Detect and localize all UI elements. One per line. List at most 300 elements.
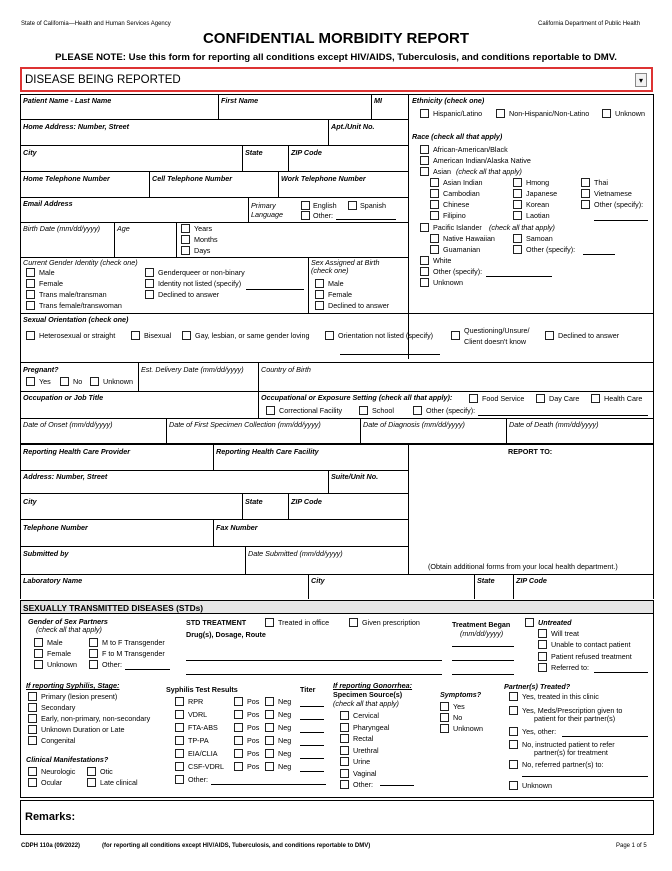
late-duration-label: Unknown Duration or Late: [41, 725, 125, 734]
gender-declined-label: Declined to answer: [158, 290, 220, 299]
months-checkbox[interactable]: [181, 235, 190, 244]
race-label: Race (check all that apply): [412, 132, 503, 141]
test-vdrl-neg-checkbox[interactable]: [265, 710, 274, 719]
native-checkbox[interactable]: [420, 156, 429, 165]
late-duration-checkbox[interactable]: [28, 725, 37, 734]
asian-other-label: Other (specify):: [594, 200, 644, 209]
genderqueer-checkbox[interactable]: [145, 268, 154, 277]
test-rpr-label: RPR: [188, 697, 204, 706]
exposure-other-label: Other (specify):: [426, 406, 476, 415]
correctional-label: Correctional Facility: [279, 406, 343, 415]
pacific-checkbox[interactable]: [420, 223, 429, 232]
otic-label: Otic: [100, 767, 113, 776]
source-cervical-checkbox[interactable]: [340, 711, 349, 720]
partner-other-label: Other:: [102, 660, 122, 669]
will-treat-checkbox[interactable]: [538, 629, 547, 638]
hispanic-label: Hispanic/Latino: [433, 109, 483, 118]
referred-partner-label: No, referred partner(s) to:: [522, 760, 604, 769]
gender-identity-label: Current Gender Identity (check one): [23, 258, 138, 267]
source-vaginal-checkbox[interactable]: [340, 769, 349, 778]
pacific-note: (check all that apply): [489, 223, 555, 232]
onset-date-label: Date of Onset (mm/dd/yyyy): [23, 420, 113, 429]
pregnant-label: Pregnant?: [23, 365, 59, 374]
remarks-label: Remarks:: [25, 811, 76, 823]
otic-checkbox[interactable]: [87, 767, 96, 776]
congenital-label: Congenital: [41, 736, 76, 745]
pregnant-unknown-label: Unknown: [103, 377, 133, 386]
facility-label: Reporting Health Care Facility: [216, 447, 319, 456]
lab-zip-label: ZIP Code: [516, 576, 547, 585]
remarks-box[interactable]: [20, 800, 654, 835]
partner-m2f-checkbox[interactable]: [89, 638, 98, 647]
day-care-checkbox[interactable]: [536, 394, 545, 403]
test-other-label: Other:: [188, 775, 208, 784]
delivery-date-label: Est. Delivery Date (mm/dd/yyyy): [141, 365, 244, 374]
test-csf-vdrl-label: CSF-VDRL: [188, 762, 224, 771]
unable-contact-label: Unable to contact patient: [551, 640, 631, 649]
correctional-checkbox[interactable]: [266, 406, 275, 415]
primary-checkbox[interactable]: [28, 692, 37, 701]
form-number: CDPH 110a (09/2022): [21, 843, 81, 849]
days-checkbox[interactable]: [181, 246, 190, 255]
test-vdrl-checkbox[interactable]: [175, 710, 184, 719]
orientation-declined-label: Declined to answer: [558, 331, 620, 340]
prescription-checkbox[interactable]: [349, 618, 358, 627]
hawaiian-label: Native Hawaiian: [443, 234, 495, 243]
pregnant-yes-checkbox[interactable]: [26, 377, 35, 386]
treatment-began-label: Treatment Began: [452, 620, 511, 629]
source-other-checkbox[interactable]: [340, 780, 349, 789]
non-hispanic-label: Non-Hispanic/Non-Latino: [509, 109, 590, 118]
source-rectal-label: Rectal: [353, 734, 374, 743]
white-checkbox[interactable]: [420, 256, 429, 265]
disease-select-value: DISEASE BEING REPORTED: [25, 74, 181, 86]
gender-female-label: Female: [39, 279, 63, 288]
neurologic-label: Neurologic: [41, 767, 76, 776]
spanish-label: Spanish: [360, 201, 386, 210]
health-care-label: Health Care: [604, 394, 643, 403]
test-vdrl-pos-checkbox[interactable]: [234, 710, 243, 719]
pacific-label: Pacific Islander: [433, 223, 482, 232]
early-checkbox[interactable]: [28, 714, 37, 723]
city-label: City: [23, 148, 37, 157]
yes-other-label: Yes, other:: [522, 727, 557, 736]
partners-gender-label: Gender of Sex Partners: [28, 617, 108, 626]
agency-name: State of California—Health and Human Services Agency: [21, 21, 171, 27]
hetero-checkbox[interactable]: [26, 331, 35, 340]
test-fta-abs-pos-checkbox[interactable]: [234, 723, 243, 732]
japanese-checkbox[interactable]: [513, 189, 522, 198]
std-section-header: [20, 600, 654, 614]
school-label: School: [372, 406, 394, 415]
cambodian-label: Cambodian: [443, 189, 480, 198]
suite-label: Suite/Unit No.: [331, 472, 379, 481]
referred-label: Referred to:: [551, 663, 589, 672]
test-tp-pa-pos-checkbox[interactable]: [234, 736, 243, 745]
hispanic-checkbox[interactable]: [420, 109, 429, 118]
asian-other-checkbox[interactable]: [581, 200, 590, 209]
late-clinical-label: Late clinical: [100, 778, 138, 787]
lab-name-label: Laboratory Name: [23, 576, 83, 585]
meds-given-checkbox[interactable]: [509, 706, 518, 715]
syphilis-stage-label: If reporting Syphilis, Stage:: [26, 681, 120, 690]
thai-checkbox[interactable]: [581, 178, 590, 187]
last-name-label: Patient Name - Last Name: [23, 96, 112, 105]
dob-label: Birth Date (mm/dd/yyyy): [23, 224, 101, 233]
race-other-label: Other (specify):: [433, 267, 483, 276]
source-vaginal-label: Vaginal: [353, 768, 377, 778]
refused-label: Patient refused treatment: [551, 652, 632, 661]
pregnant-yes-label: Yes: [39, 377, 51, 386]
african-label: African-American/Black: [433, 145, 508, 154]
gender-not-listed-checkbox[interactable]: [145, 279, 154, 288]
untreated-label: Untreated: [538, 618, 572, 627]
meds-given-label: Yes, Meds/Prescription given to: [522, 706, 623, 715]
day-care-label: Day Care: [549, 394, 580, 403]
exposure-other-checkbox[interactable]: [413, 406, 422, 415]
std-section-title: SEXUALLY TRANSMITTED DISEASES (STDs): [23, 603, 204, 613]
test-eia-clia-checkbox[interactable]: [175, 749, 184, 758]
refused-checkbox[interactable]: [538, 652, 547, 661]
titer-label: Titer: [300, 685, 316, 694]
treated-in-office-label: Treated in office: [278, 618, 330, 627]
symptoms-unknown-checkbox[interactable]: [440, 724, 449, 733]
partner-f2m-label: F to M Transgender: [102, 649, 165, 658]
partners-unknown-checkbox[interactable]: [509, 781, 518, 790]
death-date-label: Date of Death (mm/dd/yyyy): [509, 420, 599, 429]
source-urethral-checkbox[interactable]: [340, 746, 349, 755]
gender-declined-checkbox[interactable]: [145, 290, 154, 299]
filipino-checkbox[interactable]: [430, 211, 439, 220]
english-label: English: [313, 201, 337, 210]
source-urethral-label: Urethral: [353, 745, 379, 755]
source-cervical-label: Cervical: [353, 711, 379, 720]
provider-label: Reporting Health Care Provider: [23, 447, 131, 456]
prescription-label: Given prescription: [362, 618, 420, 627]
manifestations-label: Clinical Manifestations?: [26, 755, 109, 764]
referred-checkbox[interactable]: [538, 663, 547, 672]
symptoms-yes-label: Yes: [453, 702, 465, 711]
occupation-label: Occupation or Job Title: [23, 393, 104, 402]
source-rectal-checkbox[interactable]: [340, 734, 349, 743]
partner-unknown-checkbox[interactable]: [34, 660, 43, 669]
partner-m2f-label: M to F Transgender: [102, 638, 165, 647]
genderqueer-label: Genderqueer or non-binary: [158, 268, 245, 277]
cell-phone-label: Cell Telephone Number: [152, 174, 233, 183]
treated-in-office-checkbox[interactable]: [265, 618, 274, 627]
untreated-checkbox[interactable]: [525, 618, 534, 627]
source-pharyngeal-checkbox[interactable]: [340, 723, 349, 732]
date-submitted-label: Date Submitted (mm/dd/yyyy): [248, 549, 343, 558]
other-language-label: Other:: [313, 211, 333, 220]
pos-label: Pos: [247, 762, 260, 771]
hawaiian-checkbox[interactable]: [430, 234, 439, 243]
health-care-checkbox[interactable]: [591, 394, 600, 403]
test-csf-vdrl-pos-checkbox[interactable]: [234, 762, 243, 771]
primary-label: Primary (lesion present): [41, 692, 118, 701]
home-address-label: Home Address: Number, Street: [23, 122, 129, 131]
meds-given-label-2: patient for their partner(s): [534, 714, 616, 723]
source-urine-checkbox[interactable]: [340, 757, 349, 766]
test-eia-clia-neg-checkbox[interactable]: [265, 749, 274, 758]
laotian-checkbox[interactable]: [513, 211, 522, 220]
test-tp-pa-checkbox[interactable]: [175, 736, 184, 745]
partners-treated-label: Partner(s) Treated?: [504, 682, 571, 691]
lab-city-label: City: [311, 576, 325, 585]
test-tp-pa-label: TP-PA: [188, 736, 209, 745]
state-label: State: [245, 148, 263, 157]
asian-label: Asian: [433, 167, 451, 176]
ethnicity-label: Ethnicity (check one): [412, 96, 485, 105]
disease-select[interactable]: [20, 67, 653, 92]
non-hispanic-checkbox[interactable]: [496, 109, 505, 118]
ethnicity-unknown-label: Unknown: [615, 109, 645, 118]
pi-other-checkbox[interactable]: [513, 245, 522, 254]
treated-clinic-label: Yes, treated in this clinic: [522, 692, 599, 701]
test-fta-abs-checkbox[interactable]: [175, 723, 184, 732]
test-csf-vdrl-neg-checkbox[interactable]: [265, 762, 274, 771]
questioning-label-2: Client doesn't know: [464, 337, 527, 346]
test-rpr-checkbox[interactable]: [175, 697, 184, 706]
exposure-setting-label: Occupational or Exposure Setting (check all that apply):: [261, 393, 453, 402]
pi-other-label: Other (specify):: [526, 245, 576, 254]
instructed-checkbox[interactable]: [509, 740, 518, 749]
bisexual-checkbox[interactable]: [131, 331, 140, 340]
trans-male-checkbox[interactable]: [26, 290, 35, 299]
test-other-checkbox[interactable]: [175, 775, 184, 784]
neg-label: Neg: [278, 710, 292, 719]
form-note: PLEASE NOTE: Use this form for reporting all conditions except HIV/AIDS, Tuberculosis, and conditions reportable to DMV.: [55, 52, 617, 63]
hetero-label: Heterosexual or straight: [39, 331, 116, 340]
hmong-checkbox[interactable]: [513, 178, 522, 187]
pos-label: Pos: [247, 697, 260, 706]
unable-contact-checkbox[interactable]: [538, 640, 547, 649]
test-csf-vdrl-checkbox[interactable]: [175, 762, 184, 771]
orientation-not-listed-checkbox[interactable]: [325, 331, 334, 340]
african-checkbox[interactable]: [420, 145, 429, 154]
chinese-label: Chinese: [443, 200, 470, 209]
pregnant-unknown-checkbox[interactable]: [90, 377, 99, 386]
mi-label: MI: [374, 96, 382, 105]
korean-label: Korean: [526, 200, 550, 209]
orientation-not-listed-label: Orientation not listed (specify): [338, 331, 434, 340]
laotian-label: Laotian: [526, 211, 550, 220]
asian-note: (check all that apply): [456, 167, 522, 176]
symptoms-label: Symptoms?: [440, 690, 482, 699]
asian-indian-checkbox[interactable]: [430, 178, 439, 187]
referred-partner-checkbox[interactable]: [509, 760, 518, 769]
orientation-label: Sexual Orientation (check one): [23, 315, 129, 324]
test-eia-clia-pos-checkbox[interactable]: [234, 749, 243, 758]
specimen-source-note: (check all that apply): [333, 699, 399, 708]
symptoms-unknown-label: Unknown: [453, 724, 483, 733]
orientation-declined-checkbox[interactable]: [545, 331, 554, 340]
home-phone-label: Home Telephone Number: [23, 174, 110, 183]
sex-male-checkbox[interactable]: [315, 279, 324, 288]
food-service-checkbox[interactable]: [469, 394, 478, 403]
drugs-label: Drug(s), Dosage, Route: [186, 630, 266, 639]
bisexual-label: Bisexual: [144, 331, 172, 340]
neg-label: Neg: [278, 723, 292, 732]
ethnicity-unknown-checkbox[interactable]: [602, 109, 611, 118]
trans-female-checkbox[interactable]: [26, 301, 35, 310]
partner-unknown-label: Unknown: [47, 660, 77, 669]
years-checkbox[interactable]: [181, 224, 190, 233]
gender-not-listed-label: Identity not listed (specify): [158, 279, 242, 288]
provider-fax-label: Fax Number: [216, 523, 258, 532]
vietnamese-checkbox[interactable]: [581, 189, 590, 198]
test-rpr-pos-checkbox[interactable]: [234, 697, 243, 706]
test-results-label: Syphilis Test Results: [166, 685, 238, 694]
partner-f2m-checkbox[interactable]: [89, 649, 98, 658]
school-checkbox[interactable]: [359, 406, 368, 415]
gay-label: Gay, lesbian, or same gender loving: [195, 331, 310, 340]
english-checkbox[interactable]: [301, 201, 310, 210]
ocular-label: Ocular: [41, 778, 63, 787]
neg-label: Neg: [278, 736, 292, 745]
source-other-label: Other:: [353, 780, 373, 789]
source-pharyngeal-label: Pharyngeal: [353, 722, 390, 732]
provider-address-label: Address: Number, Street: [23, 472, 108, 481]
treatment-began-format: (mm/dd/yyyy): [460, 629, 504, 638]
gender-male-label: Male: [39, 268, 55, 277]
pos-label: Pos: [247, 749, 260, 758]
sex-male-label: Male: [328, 279, 344, 288]
pos-label: Pos: [247, 723, 260, 732]
partner-female-label: Female: [47, 649, 71, 658]
other-language-checkbox[interactable]: [301, 211, 310, 220]
secondary-label: Secondary: [41, 703, 76, 712]
specimen-source-label: Specimen Source(s): [333, 690, 403, 699]
age-label: Age: [117, 224, 130, 233]
department-name: California Department of Public Health: [538, 21, 641, 27]
specimen-date-label: Date of First Specimen Collection (mm/dd/yyyy): [169, 420, 321, 429]
months-label: Months: [194, 235, 218, 244]
apt-label: Apt./Unit No.: [331, 122, 375, 131]
ocular-checkbox[interactable]: [28, 778, 37, 787]
congenital-checkbox[interactable]: [28, 736, 37, 745]
trans-female-label: Trans female/transwoman: [39, 301, 122, 310]
pos-label: Pos: [247, 710, 260, 719]
form-title: CONFIDENTIAL MORBIDITY REPORT: [202, 30, 470, 47]
partner-female-checkbox[interactable]: [34, 649, 43, 658]
cambodian-checkbox[interactable]: [430, 189, 439, 198]
guamanian-checkbox[interactable]: [430, 245, 439, 254]
chevron-down-icon[interactable]: ▾: [635, 73, 647, 87]
source-urine-label: Urine: [353, 757, 371, 766]
partners-gender-note: (check all that apply): [36, 625, 102, 634]
days-label: Days: [194, 246, 211, 255]
pregnant-no-label: No: [73, 377, 83, 386]
partner-male-label: Male: [47, 638, 63, 647]
korean-checkbox[interactable]: [513, 200, 522, 209]
provider-city-label: City: [23, 497, 37, 506]
instructed-label: No, instructed patient to refer: [522, 740, 615, 749]
race-unknown-checkbox[interactable]: [420, 278, 429, 287]
country-label: Country of Birth: [261, 365, 311, 374]
sex-declined-checkbox[interactable]: [315, 301, 324, 310]
symptoms-no-label: No: [453, 713, 463, 722]
vietnamese-label: Vietnamese: [594, 189, 632, 198]
work-phone-label: Work Telephone Number: [281, 174, 366, 183]
samoan-checkbox[interactable]: [513, 234, 522, 243]
neg-label: Neg: [278, 749, 292, 758]
sex-female-label: Female: [328, 290, 352, 299]
secondary-checkbox[interactable]: [28, 703, 37, 712]
instructed-label-2: partner(s) for treatment: [534, 748, 608, 757]
gonorrhea-label: If reporting Gonorrhea:: [333, 681, 413, 690]
report-to-label: REPORT TO:: [508, 447, 553, 456]
race-unknown-label: Unknown: [433, 278, 463, 287]
trans-male-label: Trans male/transman: [39, 290, 107, 299]
asian-indian-label: Asian Indian: [443, 178, 483, 187]
race-other-checkbox[interactable]: [420, 267, 429, 276]
partner-male-checkbox[interactable]: [34, 638, 43, 647]
late-clinical-checkbox[interactable]: [87, 778, 96, 787]
sex-declined-label: Declined to answer: [328, 301, 390, 310]
test-rpr-neg-checkbox[interactable]: [265, 697, 274, 706]
provider-phone-label: Telephone Number: [23, 523, 88, 532]
chinese-checkbox[interactable]: [430, 200, 439, 209]
samoan-label: Samoan: [526, 234, 553, 243]
test-vdrl-label: VDRL: [188, 710, 208, 719]
pos-label: Pos: [247, 736, 260, 745]
footer-note: (for reporting all conditions except HIV/AIDS, Tuberculosis, and conditions reportable to DMV): [102, 843, 371, 849]
gender-female-checkbox[interactable]: [26, 279, 35, 288]
questioning-checkbox[interactable]: [451, 331, 460, 340]
food-service-label: Food Service: [482, 394, 525, 403]
years-label: Years: [194, 224, 213, 233]
yes-other-checkbox[interactable]: [509, 727, 518, 736]
symptoms-no-checkbox[interactable]: [440, 713, 449, 722]
white-label: White: [433, 256, 452, 265]
provider-zip-label: ZIP Code: [291, 497, 322, 506]
neurologic-checkbox[interactable]: [28, 767, 37, 776]
sex-at-birth-label: Sex Assigned at Birth: [311, 258, 380, 267]
filipino-label: Filipino: [443, 211, 466, 220]
japanese-label: Japanese: [526, 189, 558, 198]
submitted-by-label: Submitted by: [23, 549, 69, 558]
pregnant-no-checkbox[interactable]: [60, 377, 69, 386]
sex-at-birth-note: (check one): [311, 266, 349, 275]
gender-male-checkbox[interactable]: [26, 268, 35, 277]
guamanian-label: Guamanian: [443, 245, 481, 254]
asian-checkbox[interactable]: [420, 167, 429, 176]
symptoms-yes-checkbox[interactable]: [440, 702, 449, 711]
test-fta-abs-neg-checkbox[interactable]: [265, 723, 274, 732]
neg-label: Neg: [278, 762, 292, 771]
native-label: American Indian/Alaska Native: [433, 156, 531, 165]
test-eia-clia-label: EIA/CLIA: [188, 749, 218, 758]
gay-checkbox[interactable]: [182, 331, 191, 340]
sex-female-checkbox[interactable]: [315, 290, 324, 299]
test-fta-abs-label: FTA-ABS: [188, 723, 218, 732]
treated-clinic-checkbox[interactable]: [509, 692, 518, 701]
std-treatment-label: STD TREATMENT: [186, 618, 247, 627]
primary-language-label: Primary Language: [251, 201, 283, 220]
early-label: Early, non-primary, non-secondary: [41, 714, 151, 723]
questioning-label: Questioning/Unsure/: [464, 326, 530, 335]
neg-label: Neg: [278, 697, 292, 706]
partners-unknown-label: Unknown: [522, 781, 552, 790]
partner-other-checkbox[interactable]: [89, 660, 98, 669]
provider-state-label: State: [245, 497, 263, 506]
diagnosis-date-label: Date of Diagnosis (mm/dd/yyyy): [363, 420, 465, 429]
hmong-label: Hmong: [526, 178, 550, 187]
spanish-checkbox[interactable]: [348, 201, 357, 210]
test-tp-pa-neg-checkbox[interactable]: [265, 736, 274, 745]
obtain-forms-note: (Obtain additional forms from your local health department.): [428, 562, 618, 571]
